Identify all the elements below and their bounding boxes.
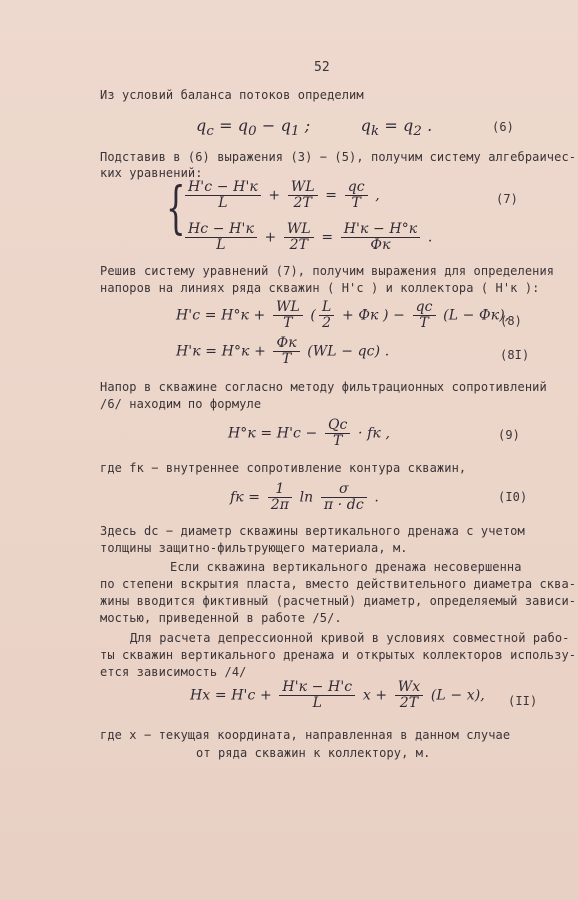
- paragraph-solution-line1: Решив систему уравнений (7), получим выражения для определения: [100, 264, 555, 278]
- paragraph-balance: Из условий баланса потоков определим: [100, 88, 364, 102]
- equation-9-number: (9): [498, 428, 520, 442]
- equation-8-number: (8): [500, 314, 522, 328]
- equation-9: H°к = H'c − $\frac{Qc}{T}$ · fк ,: [228, 417, 390, 449]
- paragraph-imperfect-line1: Если скважина вертикального дренажа несовершенна: [170, 560, 522, 574]
- paragraph-pressure-line2: /6/ находим по формуле: [100, 397, 262, 411]
- paragraph-where-fk: где fк − внутреннее сопротивление контура скважин,: [100, 461, 467, 475]
- paragraph-depression-line3: ется зависимость /4/: [100, 665, 247, 679]
- paragraph-solution-line2: напоров на линиях ряда скважин ( H'c ) и коллектора ( H'к ):: [100, 281, 540, 295]
- equation-6-number: (6): [492, 120, 514, 134]
- paragraph-substitution-line1: Подставив в (6) выражения (3) − (5), получим систему алгебраичес-: [100, 150, 577, 164]
- equation-7-number: (7): [496, 192, 518, 206]
- paragraph-here-dc-line1: Здесь dc − диаметр скважины вертикального дренажа с учетом: [100, 524, 525, 538]
- paragraph-where-x-line1: где x − текущая координата, направленная в данном случае: [100, 728, 511, 742]
- equation-10: fк = $\frac{1}{2\pi}$ ln $\frac{\sigma}{\pi \cdot dc}$ .: [230, 481, 379, 513]
- paragraph-depression-line1: Для расчета депрессионной кривой в условиях совместной рабо-: [130, 631, 570, 645]
- paragraph-imperfect-line4: мостью, приведенной в работе /5/.: [100, 611, 342, 625]
- equation-7-row1: $\frac{H'c - H'к}{L}$ + $\frac{WL}{2T}$ = $\frac{qc}{T}$ ,: [182, 180, 380, 211]
- paragraph-depression-line2: ты скважин вертикального дренажа и открытых коллекторов использу-: [100, 648, 577, 662]
- equation-11: Hx = H'c + $\frac{H'к - H'c}{L}$ x + $\frac{Wx}{2T}$ (L − x),: [190, 679, 485, 711]
- paragraph-here-dc-line2: толщины защитно-фильтрующего материала, м.: [100, 541, 408, 555]
- equation-10-number: (I0): [498, 490, 528, 504]
- paragraph-imperfect-line3: жины вводится фиктивный (расчетный) диаметр, определяемый зависи-: [100, 594, 577, 608]
- paragraph-imperfect-line2: по степени вскрытия пласта, вместо действительного диаметра сква-: [100, 577, 577, 591]
- equation-8I-number: (8I): [500, 348, 530, 362]
- paragraph-substitution-line2: ких уравнений:: [100, 166, 203, 180]
- paragraph-pressure-line1: Напор в скважине согласно методу фильтрационных сопротивлений: [100, 380, 547, 394]
- equation-8: H'c = H°к + $\frac{WL}{T}$ ( $\frac{L}{2}$ + Фк ) − $\frac{qc}{T}$ (L − Фк),: [176, 299, 510, 331]
- page-number: 52: [314, 60, 330, 75]
- equation-7-row2: $\frac{Hc - H'к}{L}$ + $\frac{WL}{2T}$ = $\frac{H'к - H^\circ к}{Фк}$ .: [182, 222, 432, 253]
- equation-6: $q_c = q_0 - q_1$ ; $q_k = q_2$ .: [196, 116, 433, 140]
- system-brace: {: [166, 176, 186, 241]
- equation-8I: H'к = H°к + $\frac{Фк}{T}$ (WL − qc) .: [176, 335, 390, 367]
- paragraph-where-x-line2: от ряда скважин к коллектору, м.: [196, 746, 431, 760]
- equation-11-number: (II): [508, 694, 538, 708]
